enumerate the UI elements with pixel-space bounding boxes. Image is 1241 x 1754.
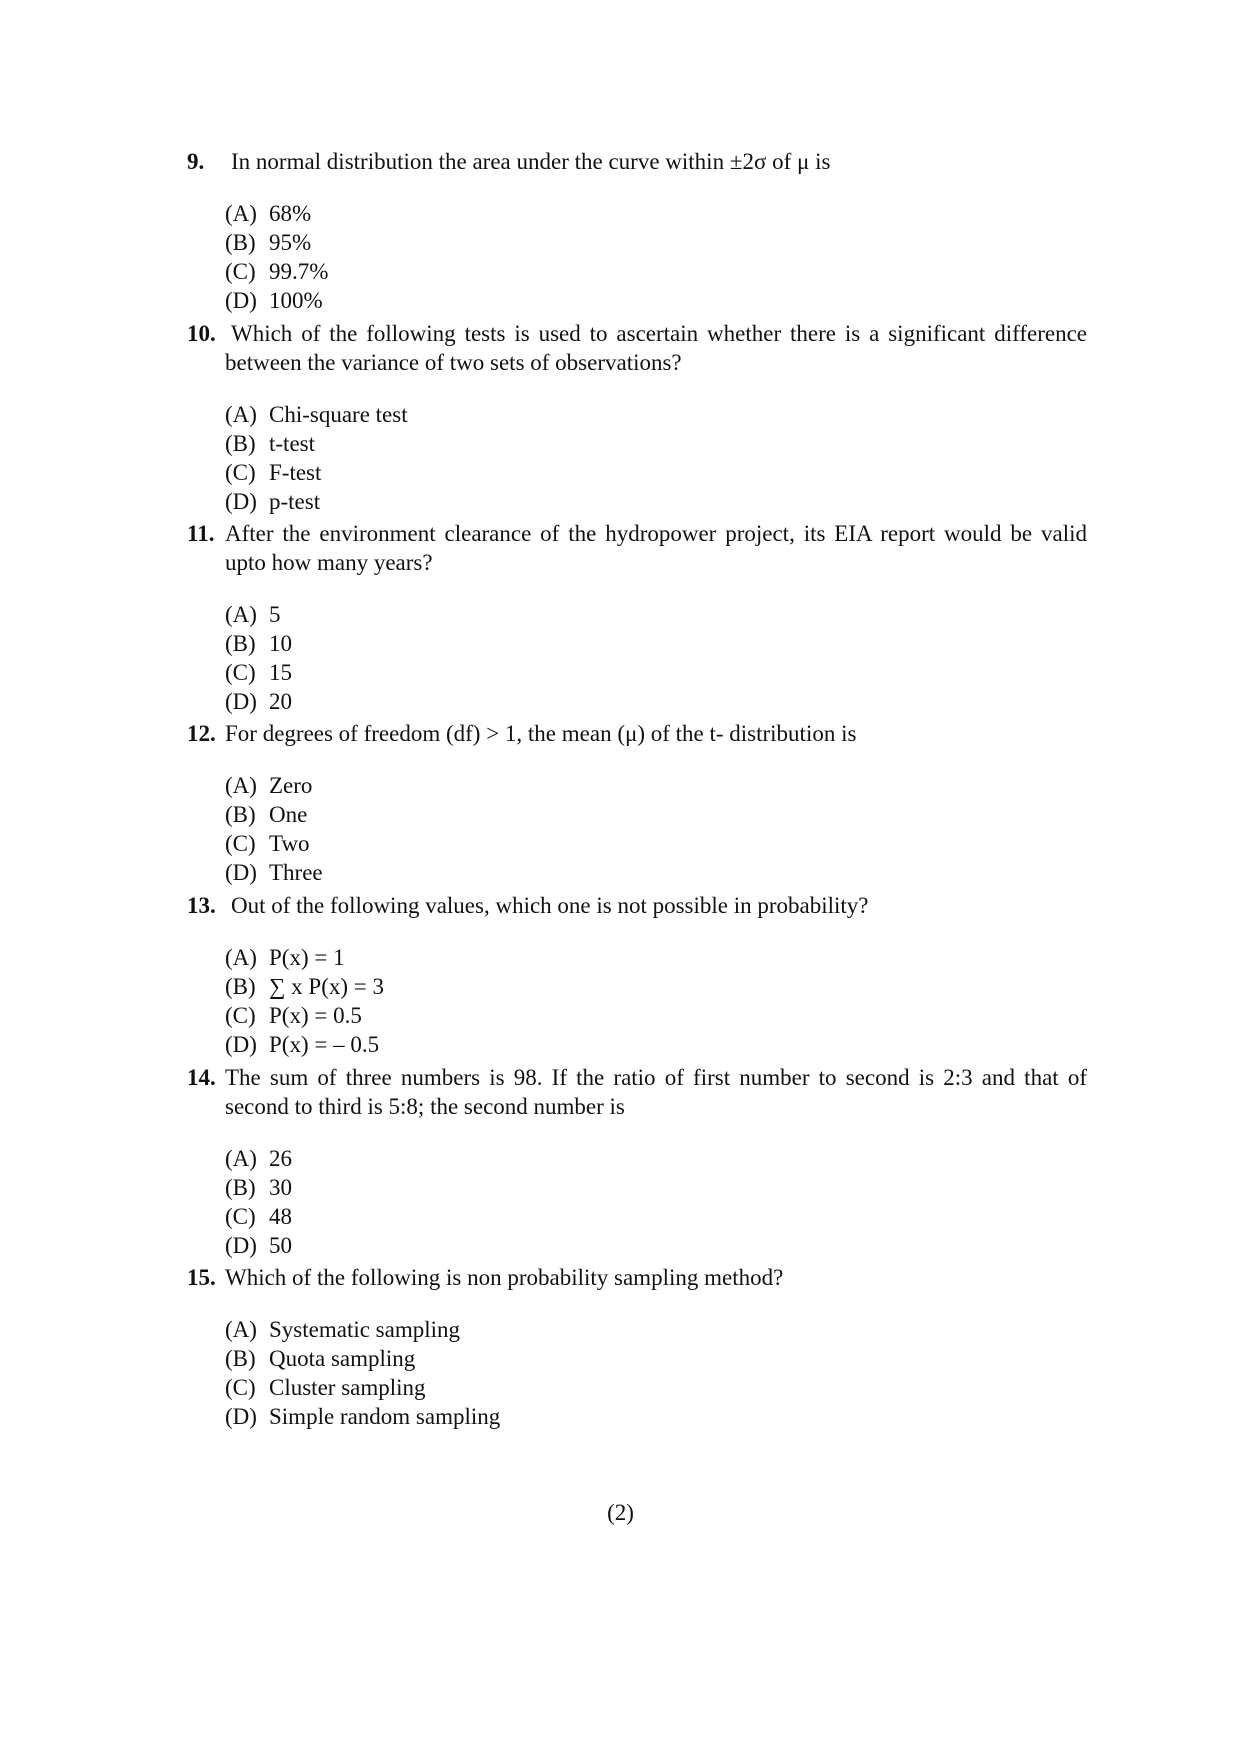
- question-number: 15.: [187, 1265, 216, 1290]
- option-d: [225, 1030, 1087, 1059]
- option-c: [225, 1373, 1087, 1402]
- option-b: [225, 800, 1087, 829]
- question-stem: Out of the following values, which one is not possible in probability?: [231, 893, 869, 918]
- option-text: Systematic sampling: [269, 1317, 461, 1342]
- option-letter: (D): [225, 1404, 257, 1429]
- option-text: 20: [269, 689, 292, 714]
- question-number: 10.: [187, 321, 216, 346]
- option-b: [225, 429, 1087, 458]
- option-text: P(x) = 1: [269, 945, 345, 970]
- option-list: [225, 771, 1087, 887]
- option-letter: (A): [225, 602, 257, 627]
- option-letter: (A): [225, 773, 257, 798]
- option-list: [225, 1315, 1087, 1431]
- option-letter: (C): [225, 831, 256, 856]
- question-12: [187, 719, 1087, 910]
- option-c: [225, 257, 1087, 286]
- question-stem: After the environment clearance of the hydropower project, its EIA report would be valid upto how many years?: [225, 521, 1087, 575]
- question-15: [187, 1263, 1087, 1454]
- option-a: [225, 943, 1087, 972]
- option-letter: (C): [225, 1375, 256, 1400]
- option-text: P(x) = – 0.5: [269, 1032, 380, 1057]
- question-number: 9.: [187, 149, 205, 174]
- option-text: 5: [269, 602, 281, 627]
- option-letter: (B): [225, 802, 256, 827]
- option-text: 68%: [269, 201, 312, 226]
- question-number: 12.: [187, 721, 216, 746]
- option-letter: (A): [225, 201, 257, 226]
- question-stem: Which of the following is non probability sampling method?: [225, 1265, 784, 1290]
- question-stem: The sum of three numbers is 98. If the ratio of first number to second is 2:3 and that of second to third is 5:8; the second number is: [225, 1065, 1087, 1119]
- option-text: Zero: [269, 773, 313, 798]
- option-text: P(x) = 0.5: [269, 1003, 362, 1028]
- option-b: [225, 1173, 1087, 1202]
- question-10: [187, 319, 1087, 539]
- option-list: [225, 1144, 1087, 1260]
- question-9: [187, 147, 1087, 338]
- option-text: 10: [269, 631, 292, 656]
- option-a: [225, 600, 1087, 629]
- option-letter: (C): [225, 460, 256, 485]
- question-11: [187, 519, 1087, 739]
- option-letter: (A): [225, 1146, 257, 1171]
- option-c: [225, 1202, 1087, 1231]
- option-list: [225, 943, 1087, 1059]
- option-letter: (B): [225, 974, 256, 999]
- option-letter: (C): [225, 1003, 256, 1028]
- question-number: 11.: [187, 521, 215, 546]
- option-c: [225, 658, 1087, 687]
- question-number: 13.: [187, 893, 216, 918]
- option-letter: (C): [225, 660, 256, 685]
- question-stem: For degrees of freedom (df) > 1, the mean (μ) of the t- distribution is: [225, 721, 857, 746]
- page-number: (2): [607, 1500, 634, 1525]
- option-letter: (B): [225, 431, 256, 456]
- option-d: [225, 286, 1087, 315]
- option-b: [225, 228, 1087, 257]
- option-b: [225, 1344, 1087, 1373]
- option-text: Quota sampling: [269, 1346, 416, 1371]
- option-text: Cluster sampling: [269, 1375, 426, 1400]
- option-letter: (A): [225, 1317, 257, 1342]
- option-a: [225, 771, 1087, 800]
- option-text: 26: [269, 1146, 292, 1171]
- question-number: 14.: [187, 1065, 216, 1090]
- option-text: ∑ x P(x) = 3: [269, 974, 384, 999]
- option-text: F-test: [269, 460, 322, 485]
- option-letter: (D): [225, 860, 257, 885]
- option-text: 100%: [269, 288, 323, 313]
- option-letter: (D): [225, 489, 257, 514]
- option-letter: (A): [225, 945, 257, 970]
- option-list: [225, 400, 1087, 516]
- option-text: Two: [269, 831, 310, 856]
- option-text: 99.7%: [269, 259, 329, 284]
- option-text: One: [269, 802, 308, 827]
- option-c: [225, 458, 1087, 487]
- option-text: 15: [269, 660, 292, 685]
- option-text: 30: [269, 1175, 292, 1200]
- option-list: [225, 199, 1087, 315]
- option-text: 48: [269, 1204, 292, 1229]
- option-b: [225, 972, 1087, 1001]
- option-text: 50: [269, 1233, 292, 1258]
- question-14: [187, 1063, 1087, 1283]
- option-text: Three: [269, 860, 323, 885]
- option-letter: (B): [225, 1175, 256, 1200]
- option-text: Chi-square test: [269, 402, 408, 427]
- question-stem: In normal distribution the area under the curve within ±2σ of μ is: [231, 149, 831, 174]
- option-letter: (D): [225, 689, 257, 714]
- option-letter: (D): [225, 1233, 257, 1258]
- option-d: [225, 1402, 1087, 1431]
- option-letter: (C): [225, 1204, 256, 1229]
- option-d: [225, 858, 1087, 887]
- option-letter: (C): [225, 259, 256, 284]
- option-text: t-test: [269, 431, 315, 456]
- option-text: p-test: [269, 489, 321, 514]
- option-a: [225, 199, 1087, 228]
- option-letter: (B): [225, 1346, 256, 1371]
- option-a: [225, 1315, 1087, 1344]
- option-c: [225, 1001, 1087, 1030]
- option-letter: (D): [225, 1032, 257, 1057]
- option-d: [225, 487, 1087, 516]
- question-13: [187, 891, 1087, 1082]
- option-a: [225, 1144, 1087, 1173]
- option-letter: (B): [225, 230, 256, 255]
- option-list: [225, 600, 1087, 716]
- question-stem: Which of the following tests is used to ascertain whether there is a significant difference between the variance of two sets of observations?: [225, 321, 1087, 375]
- option-a: [225, 400, 1087, 429]
- option-d: [225, 1231, 1087, 1260]
- option-text: Simple random sampling: [269, 1404, 501, 1429]
- option-text: 95%: [269, 230, 312, 255]
- option-d: [225, 687, 1087, 716]
- option-c: [225, 829, 1087, 858]
- option-letter: (B): [225, 631, 256, 656]
- option-b: [225, 629, 1087, 658]
- option-letter: (D): [225, 288, 257, 313]
- option-letter: (A): [225, 402, 257, 427]
